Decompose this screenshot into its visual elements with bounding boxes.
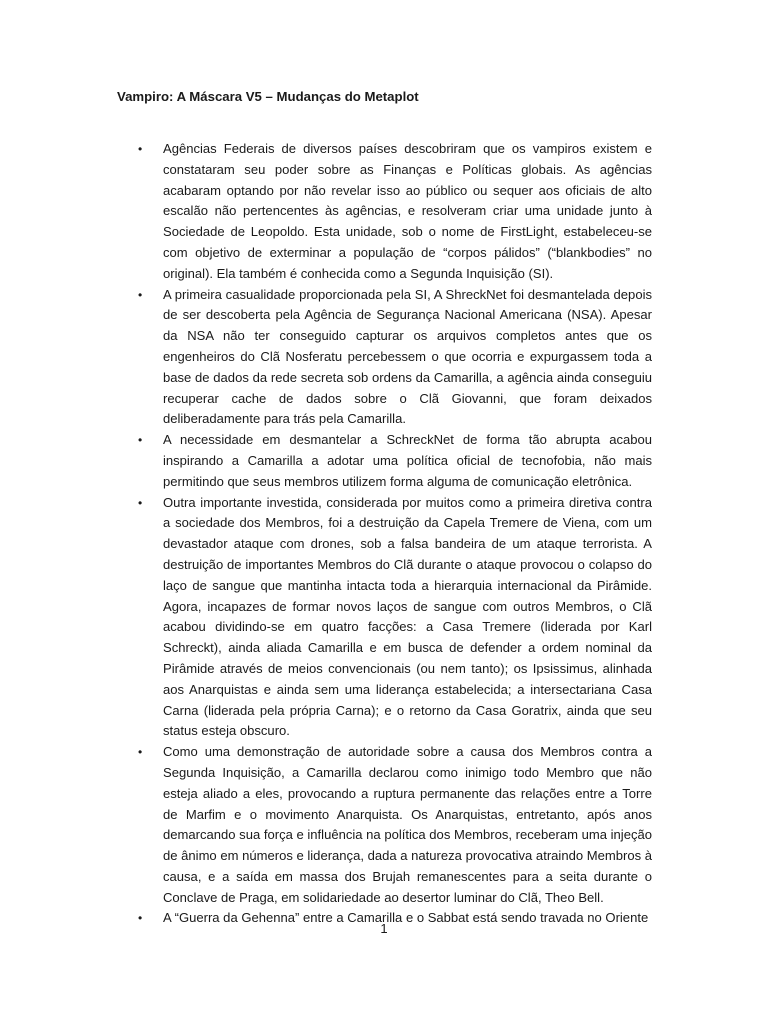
list-item-text: Agências Federais de diversos países descobriram que os vampiros existem e constataram seu poder sobre as Finanças e Políticas globais. As agências acabaram optando por não revelar isso ao público ou sequer aos oficiais de alto escalão não pertencentes às agências, e resolveram criar uma unidade junto à Sociedade de Leopoldo. Esta unidade, sob o nome de FirstLight, estabeleceu-se com objetivo de exterminar a população de “corpos pálidos” (“blankbodies” no original). Ela também é conhecida como a Segunda Inquisição (SI). xyxy=(163,141,652,281)
list-item-text: Outra importante investida, considerada por muitos como a primeira diretiva contra a sociedade dos Membros, foi a destruição da Capela Tremere de Viena, com um devastador ataque com drones, sob a falsa bandeira de um ataque terrorista. A destruição de importantes Membros do Clã durante o ataque provocou o colapso do laço de sangue que mantinha intacta toda a hierarquia internacional da Pirâmide. Agora, incapazes de formar novos laços de sangue com outros Membros, o Clã acabou dividindo-se em quatro facções: a Casa Tremere (liderada por Karl Schreckt), ainda aliada Camarilla e em busca de defender a ordem nominal da Pirâmide através de meios convencionais (ou nem tanto); os Ipsissimus, alinhada aos Anarquistas e ainda sem uma liderança estabelecida; a intersectariana Casa Carna (liderada pela própria Carna); e o retorno da Casa Goratrix, ainda que seu status esteja obscuro. xyxy=(163,494,652,739)
list-item-text: A necessidade em desmantelar a SchreckNet de forma tão abrupta acabou inspirando a Camarilla a adotar uma política oficial de tecnofobia, não mais permitindo que seus membros utilizem forma alguma de comunicação eletrônica. xyxy=(163,432,652,489)
bullet-list xyxy=(138,139,652,929)
list-item xyxy=(138,139,652,285)
list-item-text: A primeira casualidade proporcionada pela SI, A ShreckNet foi desmantelada depois de ser descoberta pela Agência de Segurança Nacional Americana (NSA). Apesar da NSA não ter conseguido capturar os arquivos completos antes que os engenheiros do Clã Nosferatu percebessem o que ocorria e expurgassem toda a base de dados da rede secreta sob ordens da Camarilla, a agência ainda conseguiu recuperar cache de dados sobre o Clã Giovanni, que foram deixados deliberadamente para trás pela Camarilla. xyxy=(163,286,652,427)
bullet-icon: • xyxy=(138,495,143,510)
bullet-icon: • xyxy=(138,433,143,448)
bullet-icon: • xyxy=(138,745,143,760)
list-item xyxy=(138,430,652,492)
page-number: 1 xyxy=(380,921,388,936)
bullet-icon: • xyxy=(138,287,143,302)
document-title: Vampiro: A Máscara V5 – Mudanças do Metaplot xyxy=(117,89,419,104)
bullet-icon: • xyxy=(138,142,143,156)
list-item-text: A “Guerra da Gehenna” entre a Camarilla e o Sabbat está sendo travada no Oriente xyxy=(163,910,649,926)
list-item xyxy=(138,285,652,431)
list-item xyxy=(138,493,652,743)
list-item xyxy=(138,742,652,908)
bullet-icon: • xyxy=(138,911,143,926)
list-item-text: Como uma demonstração de autoridade sobre a causa dos Membros contra a Segunda Inquisição, a Camarilla declarou como inimigo todo Membro que não esteja aliado a eles, provocando a ruptura permanente das relações entre a Torre de Marfim e o movimento Anarquista. Os Anarquistas, entretanto, após anos demarcando sua força e influência na política dos Membros, receberam uma injeção de ânimo em números e liderança, dada a natureza provocativa atraindo Membros à causa, e a saída em massa dos Brujah remanescentes para a seita durante o Conclave de Praga, em solidariedade ao desertor luminar do Clã, Theo Bell. xyxy=(163,744,652,905)
